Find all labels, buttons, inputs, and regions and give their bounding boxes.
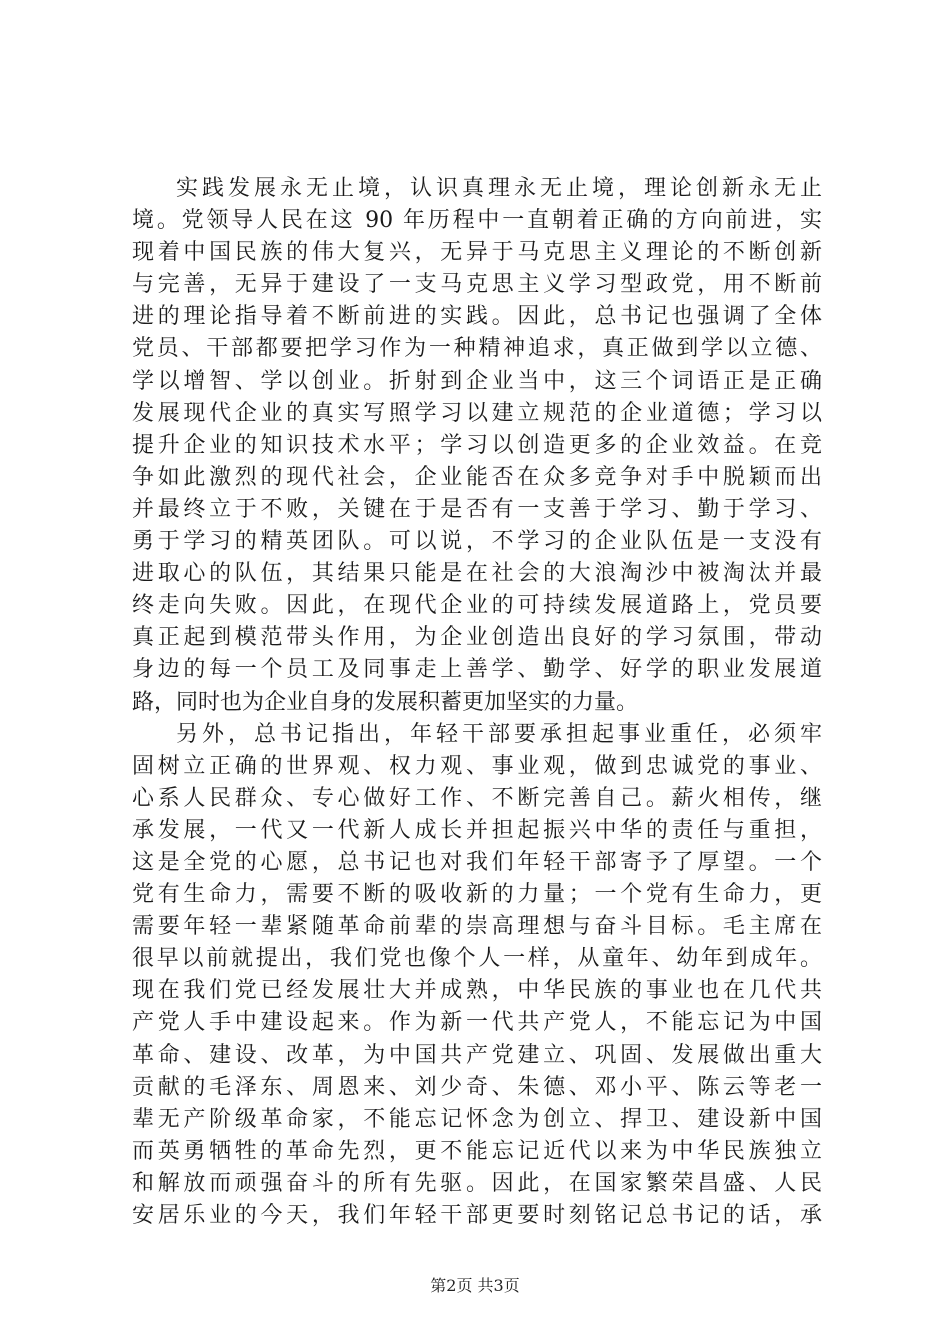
text-line: 真正起到模范带头作用，为企业创造出良好的学习氛围，带动 [132,625,822,651]
text-line: 固树立正确的世界观、权力观、事业观，做到忠诚党的事业、 [132,753,822,779]
page-footer: 第2页 共3页 [430,1276,520,1295]
text-line: 这是全党的心愿，总书记也对我们年轻干部寄予了厚望。一个 [132,849,822,875]
text-line: 现在我们党已经发展壮大并成熟，中华民族的事业也在几代共 [132,978,822,1004]
text-line: 身边的每一个员工及同事走上善学、勤学、好学的职业发展道 [132,657,822,683]
text-line: 革命、建设、改革，为中国共产党建立、巩固、发展做出重大 [132,1042,822,1068]
text-line: 辈无产阶级革命家，不能忘记怀念为创立、捍卫、建设新中国 [132,1106,822,1132]
text-line: 学以增智、学以创业。折射到企业当中，这三个词语正是正确 [132,368,822,394]
text-line: 产党人手中建设起来。作为新一代共产党人，不能忘记为中国 [132,1010,822,1036]
text-line: 进的理论指导着不断前进的实践。因此，总书记也强调了全体 [132,304,822,330]
text-line: 很早以前就提出，我们党也像个人一样，从童年、幼年到成年。 [132,946,822,972]
text-line: 实践发展永无止境，认识真理永无止境，理论创新永无止 [176,176,822,201]
text-line: 路，同时也为企业自身的发展积蓄更加坚实的力量。 [132,689,639,715]
text-line: 贡献的毛泽东、周恩来、刘少奇、朱德、邓小平、陈云等老一 [132,1074,822,1100]
text-line: 另外，总书记指出，年轻干部要承担起事业重任，必须牢 [176,721,822,747]
text-line: 承发展，一代又一代新人成长并担起振兴中华的责任与重担， [132,817,822,843]
text-line: 现着中国民族的伟大复兴，无异于马克思主义理论的不断创新 [132,240,822,266]
text-line: 提升企业的知识技术水平；学习以创造更多的企业效益。在竞 [132,432,822,458]
text-line: 争如此激烈的现代社会，企业能否在众多竞争对手中脱颖而出 [132,464,822,490]
text-line: 而英勇牺牲的革命先烈，更不能忘记近代以来为中华民族独立 [132,1138,822,1164]
text-line: 发展现代企业的真实写照学习以建立规范的企业道德；学习以 [132,400,822,426]
text-line: 安居乐业的今天，我们年轻干部更要时刻铭记总书记的话，承 [132,1203,822,1228]
text-line: 和解放而顽强奋斗的所有先驱。因此，在国家繁荣昌盛、人民 [132,1170,822,1196]
text-line: 需要年轻一辈紧随革命前辈的崇高理想与奋斗目标。毛主席在 [132,914,822,940]
text-line: 勇于学习的精英团队。可以说，不学习的企业队伍是一支没有 [132,529,822,555]
text-line: 境。党领导人民在这 90 年历程中一直朝着正确的方向前进，实 [132,208,822,234]
text-line: 与完善，无异于建设了一支马克思主义学习型政党，用不断前 [132,272,822,298]
text-line: 党有生命力，需要不断的吸收新的力量；一个党有生命力，更 [132,882,822,908]
text-line: 终走向失败。因此，在现代企业的可持续发展道路上，党员要 [132,593,822,619]
body-text [132,173,822,1232]
text-line: 党员、干部都要把学习作为一种精神追求，真正做到学以立德、 [132,336,822,362]
text-line: 心系人民群众、专心做好工作、不断完善自己。薪火相传，继 [132,785,822,811]
text-line: 进取心的队伍，其结果只能是在社会的大浪淘沙中被淘汰并最 [132,561,822,587]
text-line: 并最终立于不败，关键在于是否有一支善于学习、勤于学习、 [132,496,822,522]
